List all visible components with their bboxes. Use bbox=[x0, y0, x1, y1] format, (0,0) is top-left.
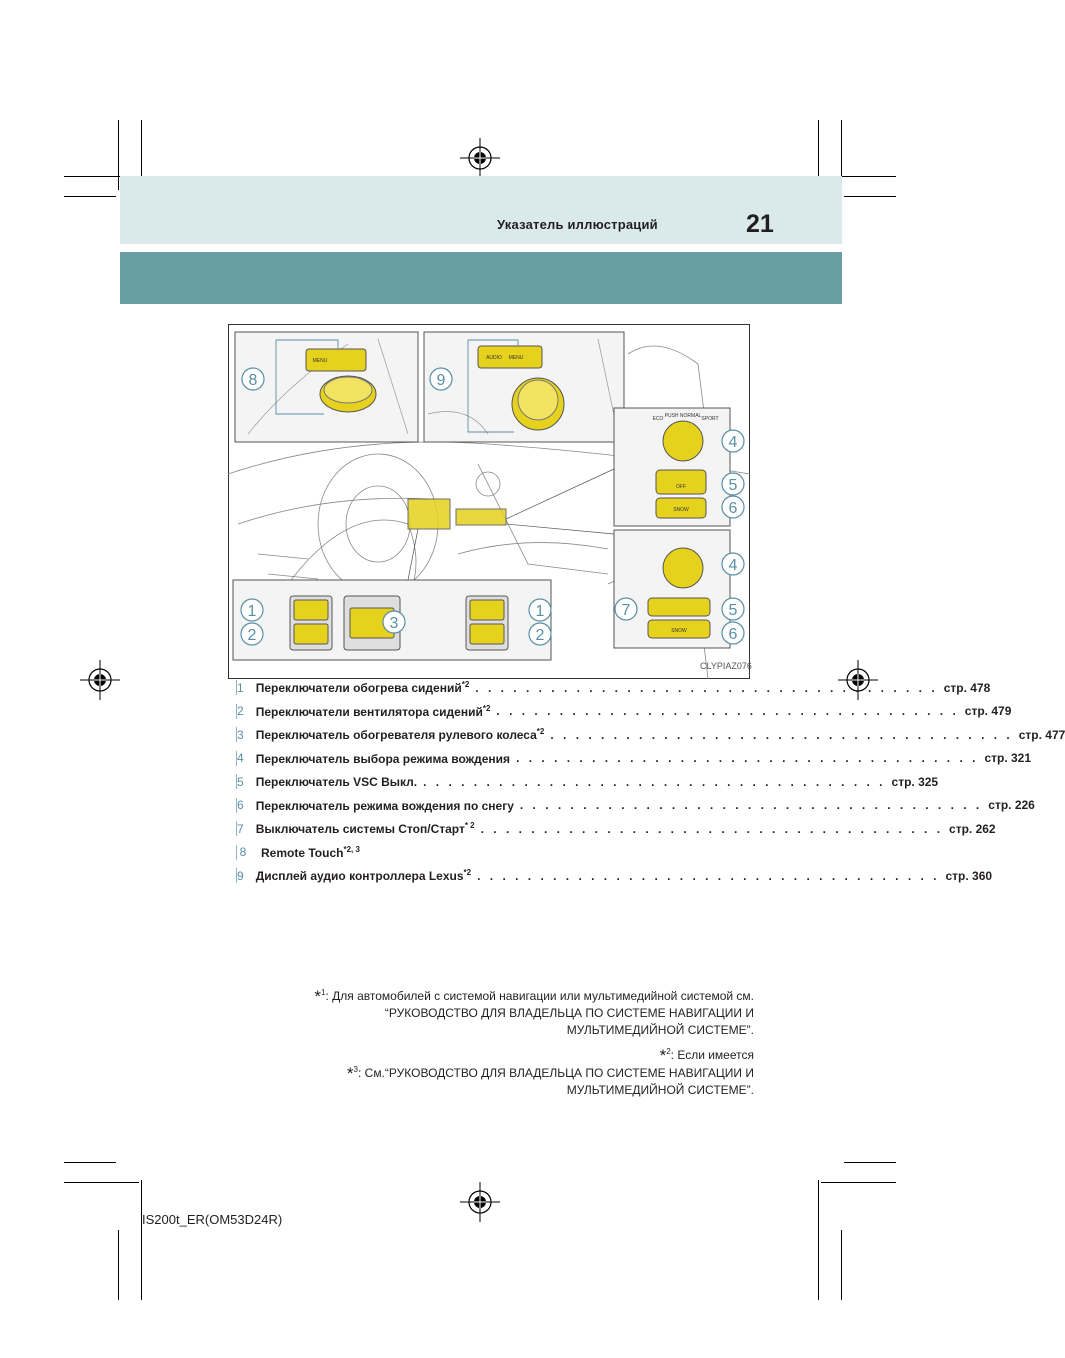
leader-dots: . . . . . . . . . . . . . . . . . . . . . . . . . . . . . . . . . . . . . bbox=[423, 774, 886, 789]
page-ref[interactable]: стр. 360 bbox=[945, 868, 993, 883]
callout-7: 7 bbox=[621, 602, 631, 619]
list-item bbox=[236, 770, 939, 794]
callout-6-top: 6 bbox=[728, 500, 738, 517]
snow-label-bottom: SNOW bbox=[671, 628, 687, 634]
registration-mark-icon bbox=[460, 138, 500, 178]
page-ref[interactable]: стр. 325 bbox=[891, 774, 939, 789]
footnote-2: *$^2$: Если имеется bbox=[659, 1046, 754, 1065]
callout-5-top: 5 bbox=[728, 477, 738, 494]
item-number: 3 bbox=[237, 727, 244, 742]
callout-2-right: 2 bbox=[535, 627, 545, 644]
list-item bbox=[236, 864, 993, 888]
leader-dots: . . . . . . . . . . . . . . . . . . . . . . . . . . . . . . . . . . . . . bbox=[477, 868, 940, 883]
leader-dots: . . . . . . . . . . . . . . . . . . . . . . . . . . . . . . . . . . . . . bbox=[519, 798, 983, 813]
list-item bbox=[236, 794, 1035, 818]
callout-9: 9 bbox=[436, 372, 446, 389]
callout-4-bottom: 4 bbox=[728, 557, 738, 574]
leader-dots: . . . . . . . . . . . . . . . . . . . . . . . . . . . . . . . . . . . . . bbox=[480, 821, 944, 836]
item-label: Дисплей аудио контроллера Lexus$^{*2}$ bbox=[255, 868, 472, 884]
page-ref[interactable]: стр. 479 bbox=[964, 704, 1012, 719]
item-label: Выключатель системы Стоп/Старт$^{* 2}$ bbox=[255, 821, 475, 837]
figure-code: CLYPIAZ076 bbox=[700, 661, 752, 671]
eco-label: ECO bbox=[652, 416, 664, 422]
item-label: Remote Touch$^{*2, 3}$ bbox=[261, 844, 360, 860]
menu-label-left: MENU bbox=[312, 358, 328, 364]
leader-dots: . . . . . . . . . . . . . . . . . . . . . . . . . . . . . . . . . . . . . bbox=[550, 727, 1013, 742]
page-ref[interactable]: стр. 226 bbox=[988, 798, 1035, 813]
section-title: Указатель иллюстраций bbox=[497, 217, 658, 232]
crop-mark bbox=[818, 1180, 819, 1300]
callout-8: 8 bbox=[248, 372, 258, 389]
callout-1-left: 1 bbox=[247, 603, 257, 620]
crop-mark bbox=[64, 1162, 116, 1163]
crop-mark bbox=[844, 196, 896, 197]
page-number: 21 bbox=[746, 210, 774, 238]
menu-label-center: MENU bbox=[508, 355, 524, 361]
item-label: Переключатель VSC Выкл. bbox=[255, 775, 418, 790]
item-label: Переключатель выбора режима вождения bbox=[255, 751, 511, 766]
legend-list bbox=[236, 676, 1065, 888]
item-number: 9 bbox=[237, 868, 244, 883]
callout-1-right: 1 bbox=[535, 603, 545, 620]
off-label: OFF bbox=[676, 484, 686, 490]
section-band bbox=[120, 252, 842, 304]
crop-mark bbox=[64, 1182, 139, 1183]
audio-label: AUDIO bbox=[486, 355, 502, 361]
header-band bbox=[120, 176, 842, 244]
list-item bbox=[236, 817, 996, 841]
item-number: 1 bbox=[237, 680, 244, 695]
sport-label: SPORT bbox=[701, 416, 719, 422]
item-number: 5 bbox=[237, 774, 244, 789]
list-item bbox=[236, 676, 991, 700]
footnote-3: *$^3$: См.“РУКОВОДСТВО ДЛЯ ВЛАДЕЛЬЦА ПО СИСТЕМЕ НАВИГАЦИИ И МУЛЬТИМЕДИЙНОЙ СИСТЕМЕ”. bbox=[346, 1064, 754, 1097]
callout-2-left: 2 bbox=[247, 627, 257, 644]
item-number: 2 bbox=[237, 704, 244, 719]
leader-dots: . . . . . . . . . . . . . . . . . . . . . . . . . . . . . . . . . . . . . bbox=[496, 704, 959, 719]
crop-mark bbox=[64, 196, 116, 197]
list-item bbox=[236, 841, 756, 865]
leader-dots: . . . . . . . . . . . . . . . . . . . . . . . . . . . . . . . . . . . . . bbox=[516, 751, 979, 766]
footnote-1: *$^1$: Для автомобилей с системой навигации или мультимедийной системой см. “РУКОВОДСТВО ДЛЯ ВЛАДЕЛЬЦА ПО СИСТЕМЕ НАВИГАЦИИ И МУЛЬТИМЕДИЙНОЙ СИСТЕМЕ”. bbox=[314, 987, 754, 1037]
item-label: Переключатель обогревателя рулевого колеса$^{*2}$ bbox=[255, 727, 545, 743]
registration-mark-icon bbox=[80, 660, 120, 700]
leader-dots: . . . . . . . . . . . . . . . . . . . . . . . . . . . . . . . . . . . . . bbox=[475, 680, 938, 695]
interior-illustration bbox=[228, 324, 750, 679]
item-label: Переключатель режима вождения по снегу bbox=[255, 798, 514, 813]
crop-mark bbox=[141, 1180, 142, 1300]
registration-mark-icon bbox=[460, 1182, 500, 1222]
crop-mark bbox=[841, 1230, 842, 1300]
list-item bbox=[236, 723, 1065, 747]
item-number: 7 bbox=[237, 821, 244, 836]
item-number: 8 bbox=[236, 845, 249, 860]
item-number: 6 bbox=[237, 798, 244, 813]
list-item bbox=[236, 700, 1012, 724]
crop-mark bbox=[821, 1182, 896, 1183]
list-item bbox=[236, 747, 1032, 771]
snow-label-top: SNOW bbox=[673, 507, 689, 513]
crop-mark bbox=[118, 120, 119, 190]
page-ref[interactable]: стр. 478 bbox=[943, 680, 991, 695]
callout-4-top: 4 bbox=[728, 434, 738, 451]
item-label: Переключатели вентилятора сидений$^{*2}$ bbox=[255, 703, 491, 719]
callout-5-bottom: 5 bbox=[728, 602, 738, 619]
normal-label: PUSH NORMAL bbox=[664, 413, 702, 419]
crop-mark bbox=[118, 1230, 119, 1300]
callout-3: 3 bbox=[389, 615, 399, 632]
item-number: 4 bbox=[237, 751, 244, 766]
page-ref[interactable]: стр. 477 bbox=[1018, 727, 1065, 742]
document-code: IS200t_ER(OM53D24R) bbox=[142, 1212, 283, 1227]
callout-6-bottom: 6 bbox=[728, 626, 738, 643]
page-ref[interactable]: стр. 321 bbox=[984, 751, 1032, 766]
item-label: Переключатели обогрева сидений$^{*2}$ bbox=[255, 680, 470, 696]
page-ref[interactable]: стр. 262 bbox=[949, 821, 996, 836]
crop-mark bbox=[844, 1162, 896, 1163]
